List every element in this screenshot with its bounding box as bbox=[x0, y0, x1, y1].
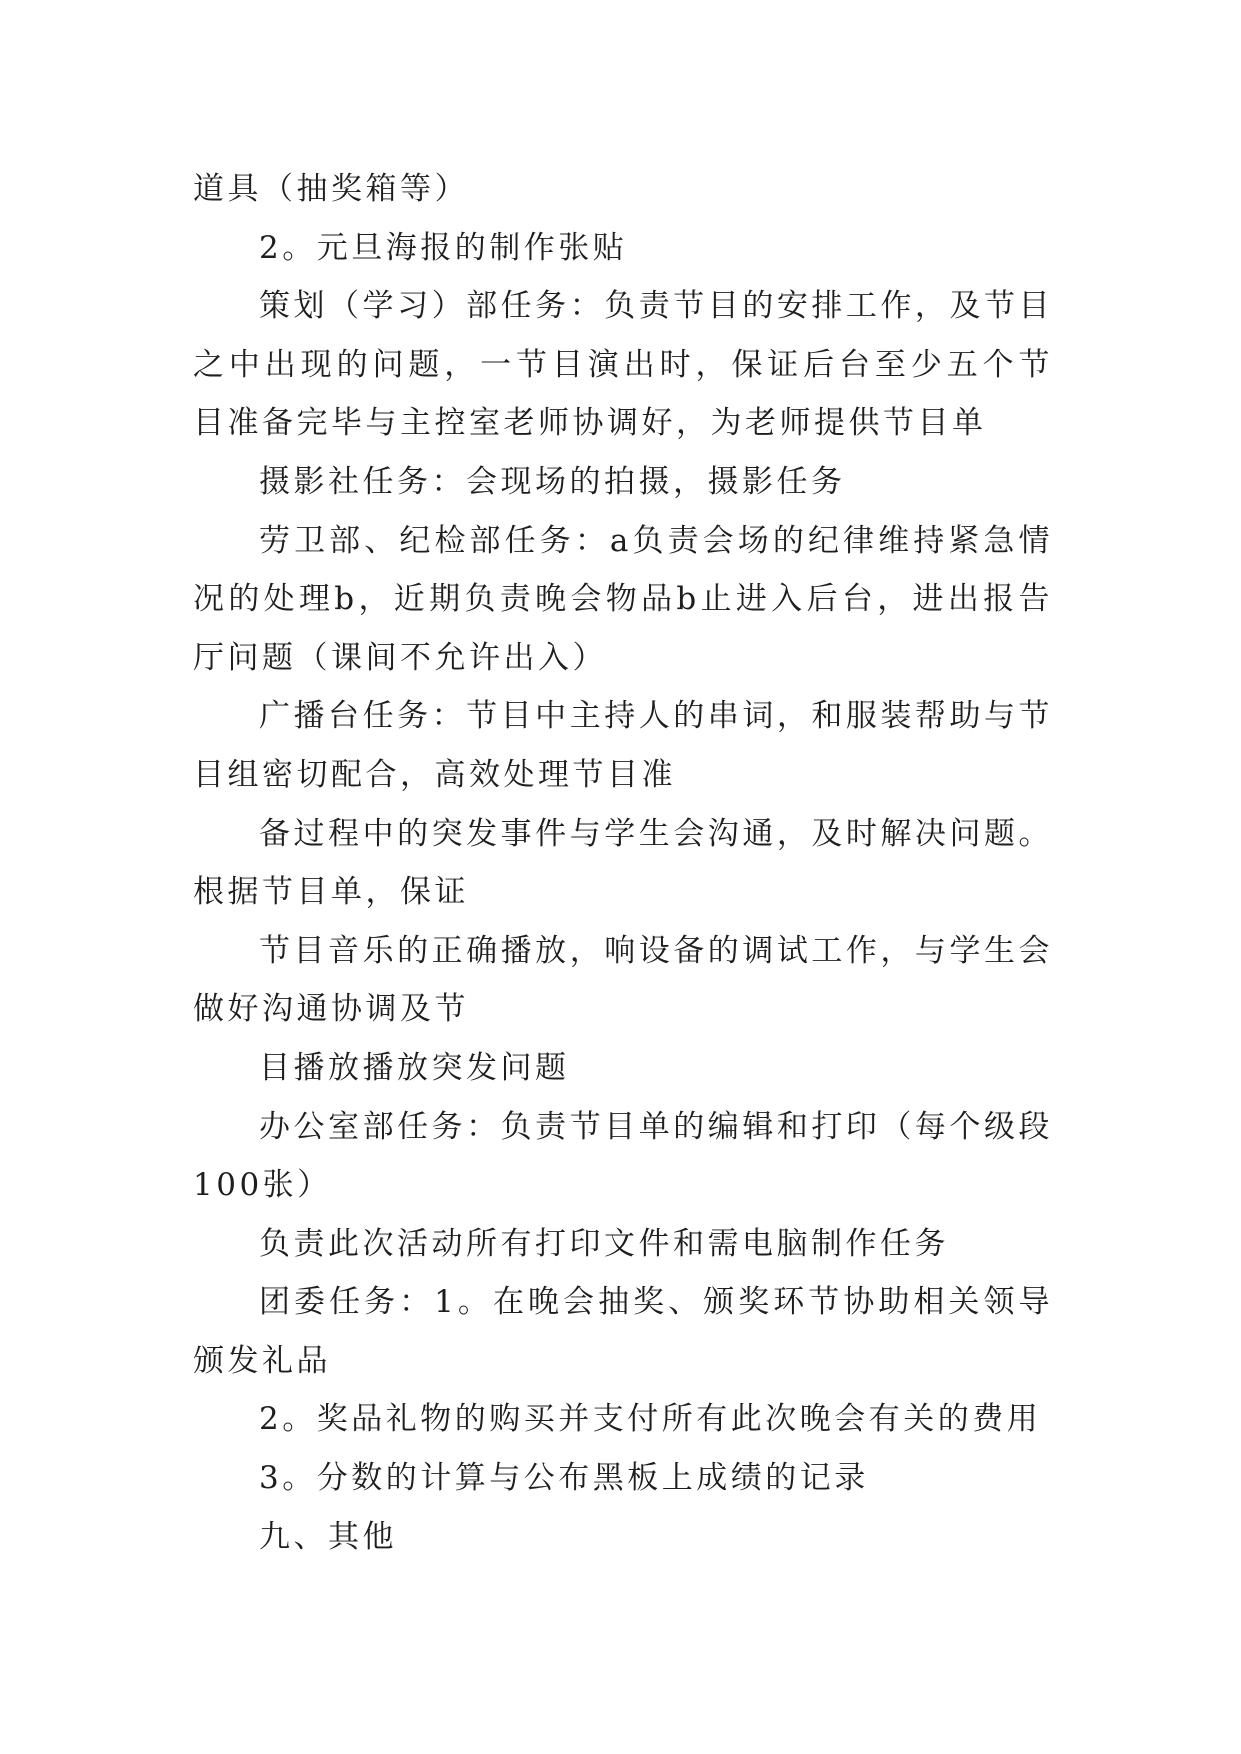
section-heading-other: 九、其他 bbox=[259, 1518, 397, 1555]
paragraph-broadcast-station: 广播台任务：节目中主持人的串词，和服装帮助与节目组密切配合，高效处理节目准 bbox=[193, 698, 1053, 793]
paragraph-youth-league-prizes: 2。奖品礼物的购买并支付所有此次晚会有关的费用 bbox=[259, 1401, 1042, 1438]
paragraph-photography-club: 摄影社任务：会现场的拍摄，摄影任务 bbox=[259, 463, 846, 500]
paragraph-office-printing: 负责此次活动所有打印文件和需电脑制作任务 bbox=[259, 1225, 949, 1262]
paragraph-youth-league-scores: 3。分数的计算与公布黑板上成绩的记录 bbox=[259, 1460, 869, 1497]
paragraph-youth-league: 团委任务：1。在晚会抽奖、颁奖环节协助相关领导颁发礼品 bbox=[193, 1284, 1053, 1379]
document-body bbox=[193, 160, 1053, 1566]
paragraph-office-dept: 办公室部任务：负责节目单的编辑和打印（每个级段100张） bbox=[193, 1108, 1053, 1204]
paragraph-broadcast-issues: 目播放播放突发问题 bbox=[259, 1049, 570, 1086]
paragraph-broadcast-music: 节目音乐的正确播放，响设备的调试工作，与学生会做好沟通协调及节 bbox=[193, 932, 1053, 1028]
paragraph-planning-dept: 策划（学习）部任务：负责节目的安排工作，及节目之中出现的问题，一节目演出时，保证后台至少五个节目准备完毕与主控室老师协调好，为老师提供节目单 bbox=[193, 288, 1053, 442]
paragraph-broadcast-contingency: 备过程中的突发事件与学生会沟通，及时解决问题。根据节目单，保证 bbox=[193, 815, 1053, 911]
paragraph-props: 道具（抽奖箱等） bbox=[193, 171, 469, 207]
paragraph-discipline-dept: 劳卫部、纪检部任务：a负责会场的纪律维持紧急情况的处理b，近期负责晚会物品b止进入后台，进出报告厅问题（课间不允许出入） bbox=[193, 522, 1053, 676]
paragraph-poster: 2。元旦海报的制作张贴 bbox=[259, 229, 628, 266]
